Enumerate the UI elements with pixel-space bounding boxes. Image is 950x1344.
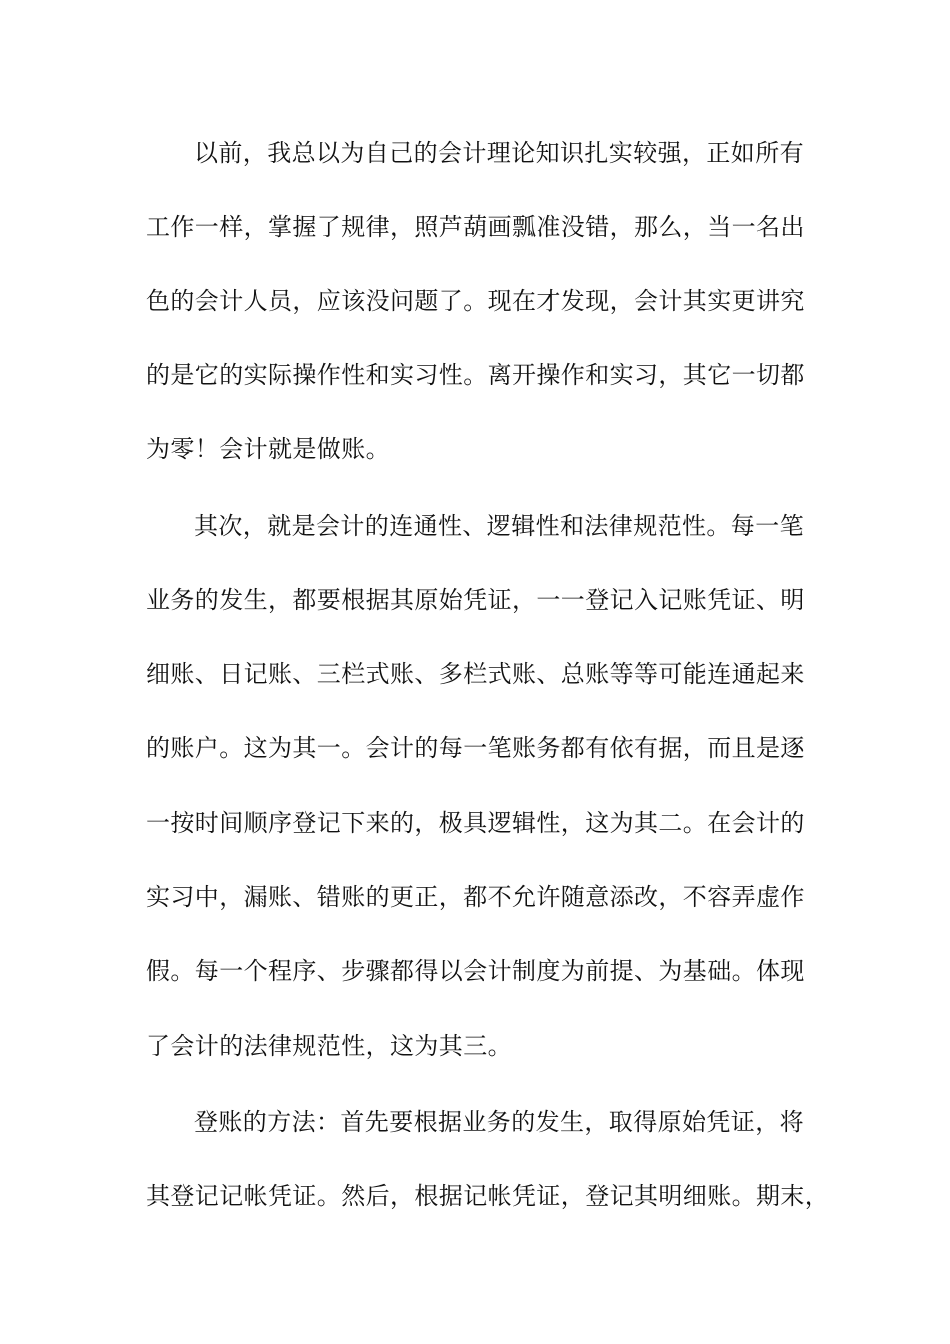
paragraph-1-line-1: 以前，我总以为自己的会计理论知识扎实较强，正如所有 (194, 139, 804, 167)
paragraph-2-line-6: 实习中，漏账、错账的更正，都不允许随意添改，不容弄虚作 (146, 883, 805, 911)
paragraph-2-line-8: 了会计的法律规范性，这为其三。 (146, 1032, 512, 1060)
paragraph-1-line-2: 工作一样，掌握了规律，照芦葫画瓢准没错，那么，当一名出 (146, 213, 805, 241)
paragraph-2-line-2: 业务的发生，都要根据其原始凭证，一一登记入记账凭证、明 (146, 586, 805, 614)
paragraph-1-line-4: 的是它的实际操作性和实习性。离开操作和实习，其它一切都 (146, 361, 805, 389)
paragraph-2-line-3: 细账、日记账、三栏式账、多栏式账、总账等等可能连通起来 (146, 660, 805, 688)
paragraph-3-line-2: 其登记记帐凭证。然后，根据记帐凭证，登记其明细账。期末， (146, 1182, 830, 1210)
paragraph-2-line-1: 其次，就是会计的连通性、逻辑性和法律规范性。每一笔 (194, 512, 804, 540)
paragraph-2-line-4: 的账户。这为其一。会计的每一笔账务都有依有据，而且是逐 (146, 734, 805, 762)
paragraph-1-line-5: 为零！会计就是做账。 (146, 435, 390, 463)
paragraph-2-line-7: 假。每一个程序、步骤都得以会计制度为前提、为基础。体现 (146, 957, 805, 985)
paragraph-1-line-3: 色的会计人员，应该没问题了。现在才发现，会计其实更讲究 (146, 287, 805, 315)
paragraph-2-line-5: 一按时间顺序登记下来的，极具逻辑性，这为其二。在会计的 (146, 809, 805, 837)
paragraph-3-line-1: 登账的方法：首先要根据业务的发生，取得原始凭证，将 (194, 1108, 804, 1136)
